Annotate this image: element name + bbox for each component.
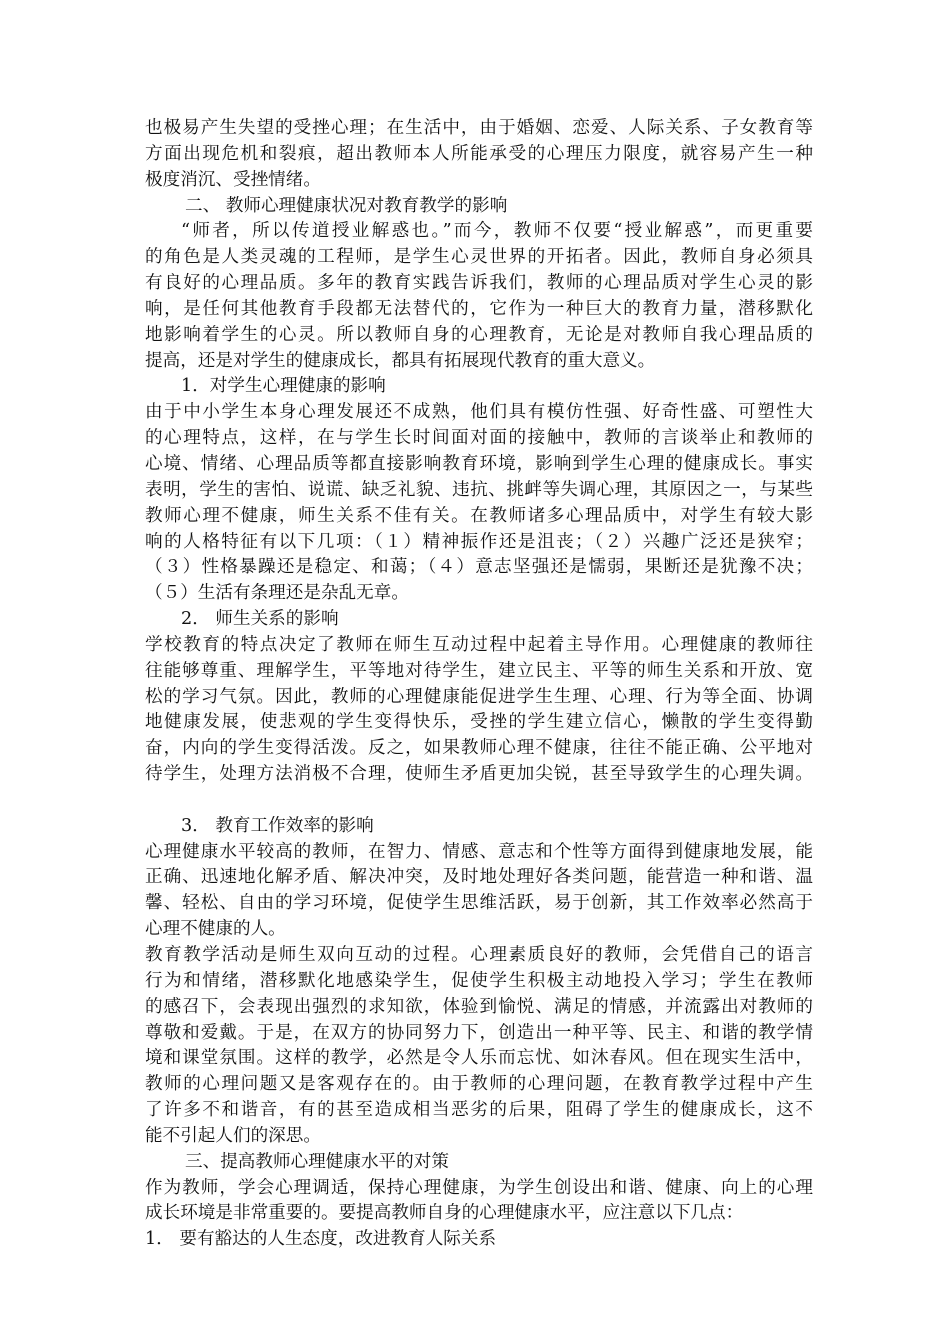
body-line: 心理不健康的人。 xyxy=(145,919,286,940)
body-line: 方面出现危机和裂痕，超出教师本人所能承受的心理压力限度，就容易产生一种 xyxy=(145,143,813,164)
subsection-heading-3: 3． 教育工作效率的影响 xyxy=(181,815,374,836)
body-line: 有良好的心理品质。多年的教育实践告诉我们，教师的心理品质对学生心灵的影 xyxy=(145,273,813,294)
subsection-heading-2: 2． 师生关系的影响 xyxy=(181,609,339,630)
body-line: 地影响着学生的心灵。所以教师自身的心理教育，无论是对教师自我心理品质的 xyxy=(145,324,813,345)
body-line: 由于中小学生本身心理发展还不成熟，他们具有模仿性强、好奇性盛、可塑性大 xyxy=(145,402,813,423)
body-line: 响的人格特征有以下几项：（１）精神振作还是沮丧；（２）兴趣广泛还是狭窄； xyxy=(145,531,813,552)
list-item-heading: 1． 要有豁达的人生态度，改进教育人际关系 xyxy=(145,1229,497,1250)
body-line: 尊敬和爱戴。于是，在双方的协同努力下，创造出一种平等、民主、和谐的教学情 xyxy=(145,1022,813,1043)
body-line: 奋，内向的学生变得活泼。反之，如果教师心理不健康，往往不能正确、公平地对 xyxy=(145,738,813,759)
subsection-heading-1: 1．对学生心理健康的影响 xyxy=(181,376,386,397)
body-line: 往能够尊重、理解学生，平等地对待学生，建立民主、平等的师生关系和开放、宽 xyxy=(145,660,813,681)
body-line: 地健康发展，使悲观的学生变得快乐，受挫的学生建立信心，懒散的学生变得勤 xyxy=(145,712,813,733)
body-line: 的角色是人类灵魂的工程师，是学生心灵世界的开拓者。因此，教师自身必须具 xyxy=(145,247,813,268)
body-line: 的心理特点，这样，在与学生长时间面对面的接触中，教师的言谈举止和教师的 xyxy=(145,428,813,449)
body-line: 正确、迅速地化解矛盾、解决冲突，及时地处理好各类问题，能营造一种和谐、温 xyxy=(145,867,813,888)
body-line: 行为和情绪，潜移默化地感染学生，促使学生积极主动地投入学习；学生在教师 xyxy=(145,970,813,991)
body-line: 境和课堂氛围。这样的教学，必然是令人乐而忘忧、如沐春风。但在现实生活中， xyxy=(145,1048,813,1069)
body-line: （５）生活有条理还是杂乱无章。 xyxy=(145,583,409,604)
body-line: 松的学习气氛。因此，教师的心理健康能促进学生生理、心理、行为等全面、协调 xyxy=(145,686,813,707)
body-line: 表明，学生的害怕、说谎、缺乏礼貌、违抗、挑衅等失调心理，其原因之一，与某些 xyxy=(145,479,813,500)
body-line: 极度消沉、受挫情绪。 xyxy=(145,169,321,190)
body-line: 心理健康水平较高的教师，在智力、情感、意志和个性等方面得到健康地发展，能 xyxy=(145,841,813,862)
section-heading-2: 二、 教师心理健康状况对教育教学的影响 xyxy=(185,195,508,216)
document-page xyxy=(145,116,813,1253)
quote-line: “师者，所以传道授业解惑也。”而今，教师不仅要“授业解惑”，而更重要 xyxy=(181,221,813,242)
body-line: （３）性格暴躁还是稳定、和蔼；（４）意志坚强还是懦弱，果断还是犹豫不决； xyxy=(145,557,813,578)
body-line: 心境、情绪、心理品质等都直接影响教育环境，影响到学生心理的健康成长。事实 xyxy=(145,453,813,474)
body-line: 响，是任何其他教育手段都无法替代的，它作为一种巨大的教育力量，潜移默化 xyxy=(145,298,813,319)
body-line: 教师的心理问题又是客观存在的。由于教师的心理问题，在教育教学过程中产生 xyxy=(145,1074,813,1095)
body-line: 待学生，处理方法消极不合理，使师生矛盾更加尖锐，甚至导致学生的心理失调。 xyxy=(145,764,813,785)
blank-line xyxy=(145,788,813,814)
body-line: 作为教师，学会心理调适，保持心理健康，为学生创设出和谐、健康、向上的心理 xyxy=(145,1177,813,1198)
body-line: 的感召下，会表现出强烈的求知欲，体验到愉悦、满足的情感，并流露出对教师的 xyxy=(145,996,813,1017)
body-line: 馨、轻松、自由的学习环境，促使学生思维活跃，易于创新，其工作效率必然高于 xyxy=(145,893,813,914)
body-line: 教师心理不健康，师生关系不佳有关。在教师诸多心理品质中，对学生有较大影 xyxy=(145,505,813,526)
body-line: 教育教学活动是师生双向互动的过程。心理素质良好的教师，会凭借自己的语言 xyxy=(145,945,813,965)
section-heading-3: 三、提高教师心理健康水平的对策 xyxy=(185,1151,449,1172)
body-line: 了许多不和谐音，有的甚至造成相当恶劣的后果，阻碍了学生的健康成长，这不 xyxy=(145,1100,813,1121)
body-line: 能不引起人们的深思。 xyxy=(145,1125,321,1146)
body-line: 提高，还是对学生的健康成长，都具有拓展现代教育的重大意义。 xyxy=(145,350,656,371)
body-line: 成长环境是非常重要的。要提高教师自身的心理健康水平，应注意以下几点： xyxy=(145,1203,744,1224)
body-line: 也极易产生失望的受挫心理；在生活中，由于婚姻、恋爱、人际关系、子女教育等 xyxy=(145,118,813,138)
body-line: 学校教育的特点决定了教师在师生互动过程中起着主导作用。心理健康的教师往 xyxy=(145,634,813,655)
